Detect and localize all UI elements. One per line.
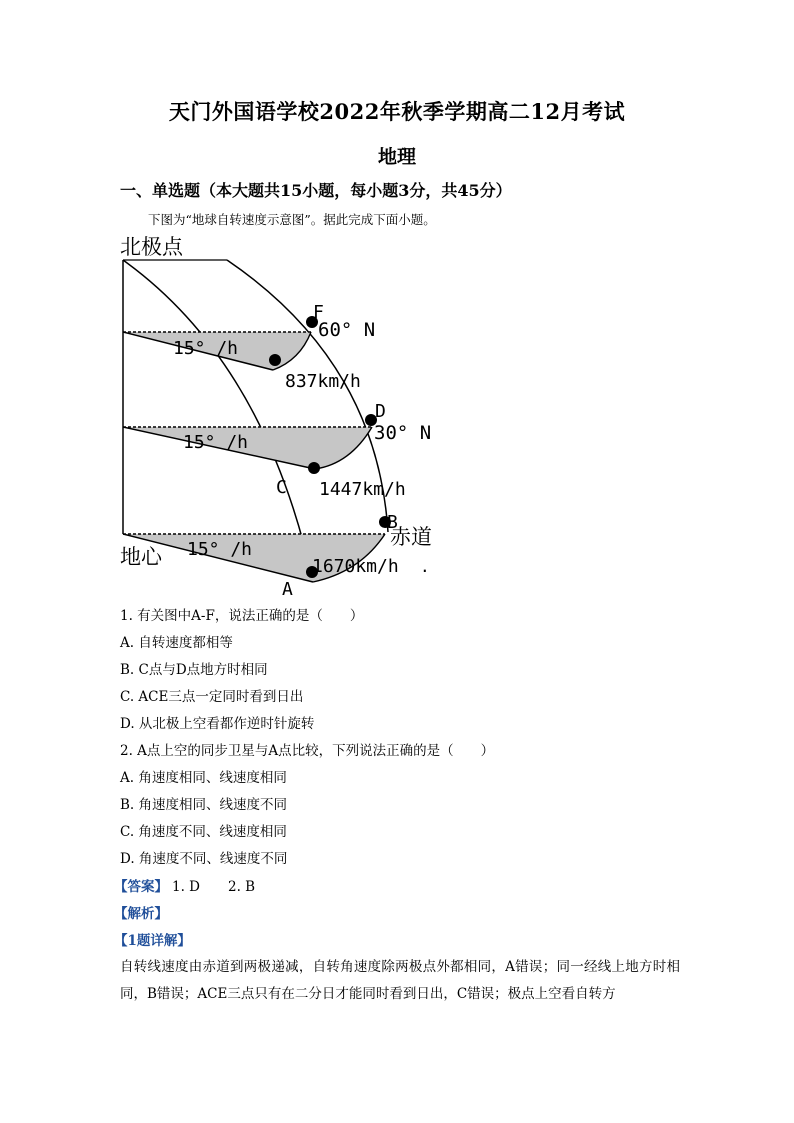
angular-speed-label-equator: 15° /h xyxy=(187,539,253,560)
question-2-stem: 2. A点上空的同步卫星与A点比较，下列说法正确的是（ ） xyxy=(120,743,495,759)
section-heading: 一、单选题（本大题共15小题，每小题3分，共45分） xyxy=(120,181,512,200)
question-1-stem: 1. 有关图中A-F，说法正确的是（ ） xyxy=(120,608,364,624)
question-1-option-c: C. ACE三点一定同时看到日出 xyxy=(120,689,304,705)
answer-1: 1. D xyxy=(172,879,200,895)
angular-speed-label-30n: 15° /h xyxy=(183,432,249,453)
linear-speed-label-30n: 1447km/h xyxy=(319,479,406,500)
answer-label: 【答案】 xyxy=(114,879,168,895)
latitude-30-label: 30° N xyxy=(374,422,432,444)
point-a-label: A xyxy=(282,579,293,600)
question-1-option-b: B. C点与D点地方时相同 xyxy=(120,662,268,678)
question-intro: 下图为“地球自转速度示意图”。据此完成下面小题。 xyxy=(148,212,436,227)
latitude-60-label: 60° N xyxy=(318,319,376,341)
linear-speed-label-60n: 837km/h xyxy=(285,371,361,392)
subject-title: 地理 xyxy=(377,146,416,168)
question-2-option-d: D. 角速度不同、线速度不同 xyxy=(120,851,288,867)
point-c-dot xyxy=(308,462,320,474)
north-pole-label: 北极点 xyxy=(120,235,183,259)
point-f-label: F xyxy=(313,302,324,323)
trailing-dot-mark: . xyxy=(420,557,430,576)
analysis-paragraph: 自转线速度由赤道到两极递减，自转角速度除两极点外都相同，A错误；同一经线上地方时相同，B错误；ACE三点只有在二分日才能同时看到日出，C错误；极点上空看自转方 xyxy=(120,959,680,1002)
analysis-label: 【解析】 xyxy=(114,906,168,922)
point-e-dot xyxy=(269,354,281,366)
earth-center-label: 地心 xyxy=(120,545,162,569)
answer-line xyxy=(114,875,255,895)
question-1-option-a: A. 自转速度都相等 xyxy=(120,635,233,651)
point-c-label: C xyxy=(276,477,287,498)
angular-speed-label-60n: 15° /h xyxy=(173,338,239,359)
question-1-option-d: D. 从北极上空看都作逆时针旋转 xyxy=(120,716,315,732)
question-2-option-c: C. 角速度不同、线速度相同 xyxy=(120,824,287,840)
point-d-label: D xyxy=(375,401,386,422)
earth-rotation-diagram xyxy=(115,232,445,600)
detail-1-label: 【1题详解】 xyxy=(114,933,191,949)
question-2-option-b: B. 角速度相同、线速度不同 xyxy=(120,797,288,813)
answer-2: 2. B xyxy=(228,879,256,895)
question-2-option-a: A. 角速度相同、线速度相同 xyxy=(120,770,287,786)
equator-label: 赤道 xyxy=(390,525,432,549)
document-title: 天门外国语学校2022年秋季学期高二12月考试 xyxy=(168,99,626,124)
point-b-label: B xyxy=(387,512,398,533)
linear-speed-label-equator: 1670km/h xyxy=(312,556,399,577)
